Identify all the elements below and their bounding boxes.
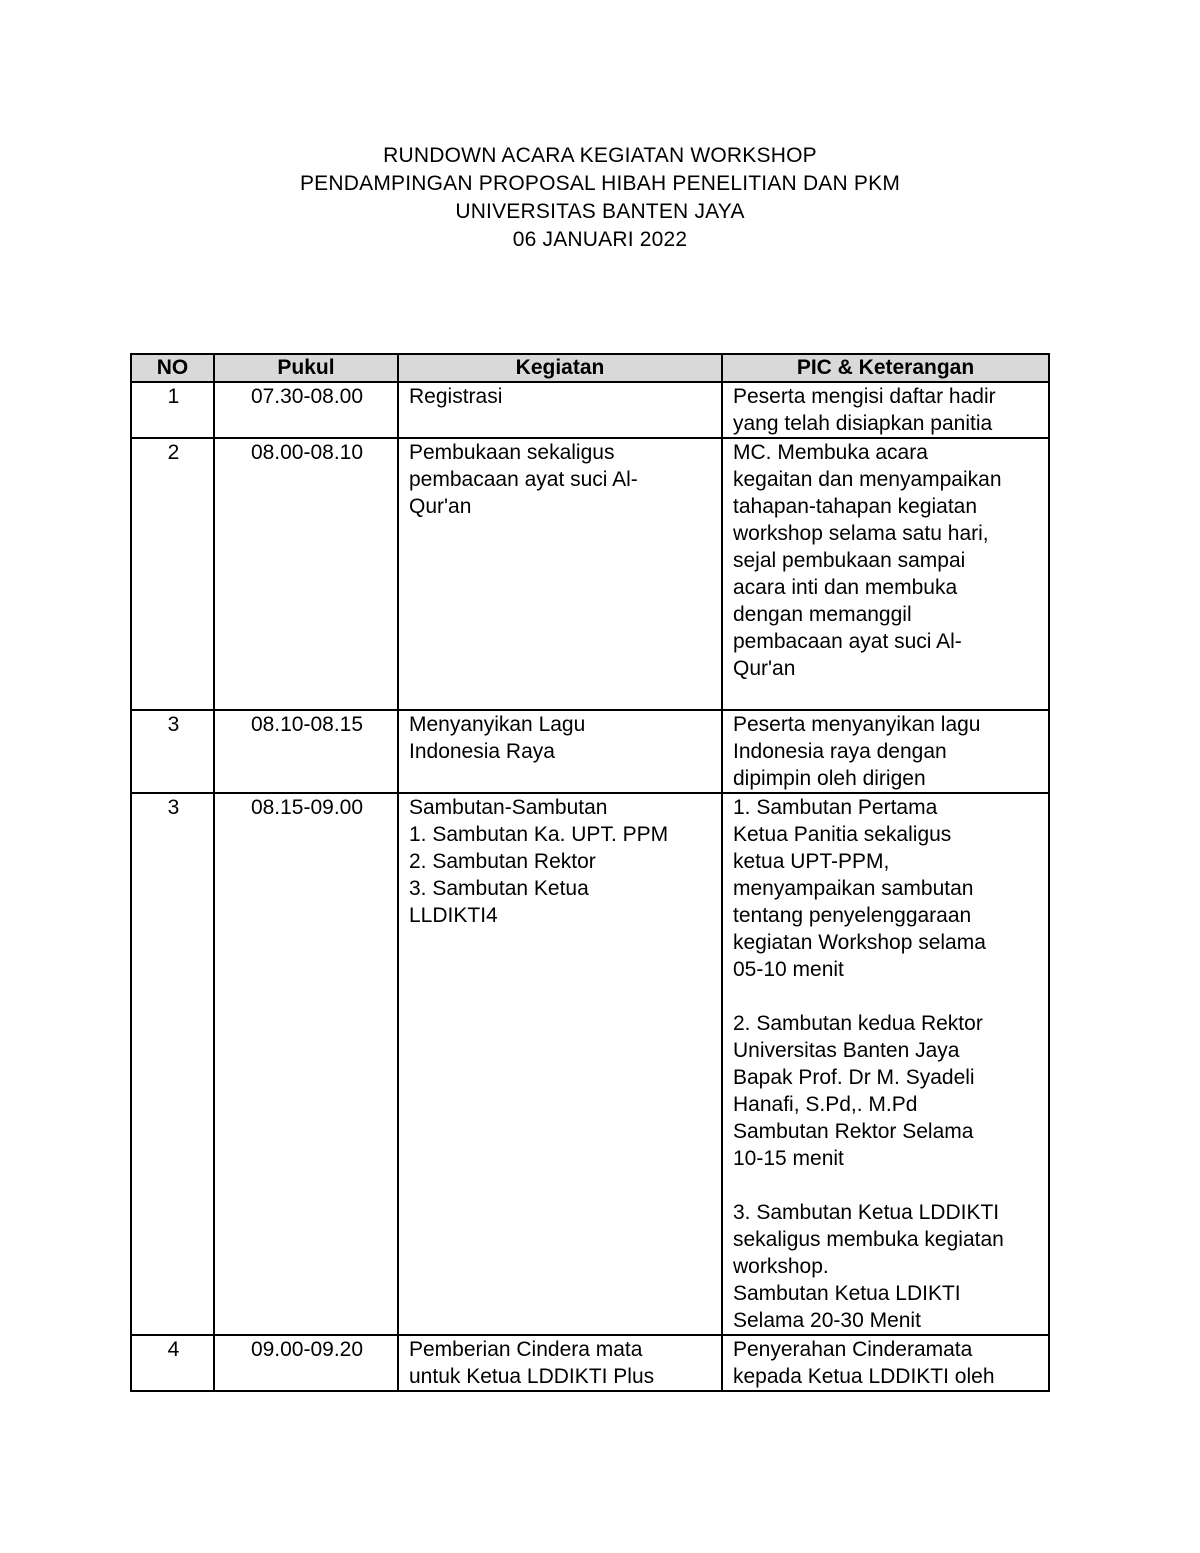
column-header-pukul: Pukul [214, 354, 398, 382]
cell-line: Peserta mengisi daftar hadir [733, 385, 996, 408]
cell-pic [722, 710, 1049, 793]
cell-line: kepada Ketua LDDIKTI oleh [733, 1365, 995, 1388]
cell-line: Peserta menyanyikan lagu [733, 713, 981, 736]
cell-line: kegiatan Workshop selama [733, 931, 986, 954]
cell-pic [722, 438, 1049, 710]
table-header-row [131, 354, 1049, 382]
cell-line: menyampaikan sambutan [733, 877, 974, 900]
cell-kegiatan [398, 382, 722, 438]
cell-line: acara inti dan membuka [733, 576, 958, 599]
cell-pukul: 08.10-08.15 [214, 710, 398, 793]
cell-line: 1. Sambutan Ka. UPT. PPM [409, 823, 669, 846]
cell-line: Bapak Prof. Dr M. Syadeli [733, 1066, 975, 1089]
cell-pukul: 07.30-08.00 [214, 382, 398, 438]
cell-line: workshop. [733, 1255, 829, 1278]
cell-line: 10-15 menit [733, 1147, 844, 1170]
cell-line: 3. Sambutan Ketua LDDIKTI [733, 1201, 1000, 1224]
cell-pic [722, 793, 1049, 1335]
cell-line: Universitas Banten Jaya [733, 1039, 960, 1062]
cell-line: sejal pembukaan sampai [733, 549, 966, 572]
cell-kegiatan [398, 1335, 722, 1391]
cell-no: 1 [131, 382, 214, 438]
paragraph-gap [733, 983, 1040, 1010]
paragraph-gap [733, 1172, 1040, 1199]
cell-kegiatan [398, 793, 722, 1335]
header-title-line-2: PENDAMPINGAN PROPOSAL HIBAH PENELITIAN DAN PKM [299, 172, 901, 195]
column-header-kegiatan: Kegiatan [398, 354, 722, 382]
cell-line: Qur'an [733, 657, 796, 680]
cell-line: workshop selama satu hari, [733, 522, 989, 545]
cell-line: Hanafi, S.Pd,. M.Pd [733, 1093, 918, 1116]
table-row [131, 710, 1049, 793]
cell-pic [722, 1335, 1049, 1391]
header-institution: UNIVERSITAS BANTEN JAYA [455, 200, 745, 223]
cell-line: tentang penyelenggaraan [733, 904, 972, 927]
cell-line: 3. Sambutan Ketua [409, 877, 589, 900]
cell-line: sekaligus membuka kegiatan [733, 1228, 1004, 1251]
cell-line: Menyanyikan Lagu [409, 713, 586, 736]
cell-line: Registrasi [409, 385, 503, 408]
cell-no: 2 [131, 438, 214, 710]
table-row [131, 382, 1049, 438]
cell-kegiatan [398, 438, 722, 710]
cell-no: 3 [131, 710, 214, 793]
cell-line: dipimpin oleh dirigen [733, 767, 926, 790]
cell-pukul: 08.15-09.00 [214, 793, 398, 1335]
cell-line: pembacaan ayat suci Al- [733, 630, 962, 653]
header-title-line-1: RUNDOWN ACARA KEGIATAN WORKSHOP [383, 144, 817, 167]
column-header-pic: PIC & Keterangan [722, 354, 1049, 382]
cell-line: 05-10 menit [733, 958, 844, 981]
cell-line: Sambutan Ketua LDIKTI [733, 1282, 961, 1305]
cell-kegiatan [398, 710, 722, 793]
cell-line: yang telah disiapkan panitia [733, 412, 993, 435]
cell-line: 2. Sambutan kedua Rektor [733, 1012, 983, 1035]
cell-line: Sambutan Rektor Selama [733, 1120, 974, 1143]
cell-line: untuk Ketua LDDIKTI Plus [409, 1365, 655, 1388]
cell-no: 3 [131, 793, 214, 1335]
cell-pic [722, 382, 1049, 438]
cell-line: Qur'an [409, 495, 472, 518]
table-row [131, 438, 1049, 710]
table-row [131, 793, 1049, 1335]
cell-pukul: 09.00-09.20 [214, 1335, 398, 1391]
cell-line: dengan memanggil [733, 603, 912, 626]
cell-line: pembacaan ayat suci Al- [409, 468, 638, 491]
cell-line: Selama 20-30 Menit [733, 1309, 921, 1332]
cell-line: Sambutan-Sambutan [409, 796, 608, 819]
document-header [0, 142, 1200, 254]
header-date: 06 JANUARI 2022 [512, 228, 688, 251]
column-header-no: NO [131, 354, 214, 382]
rundown-table [130, 353, 1050, 1392]
table-row [131, 1335, 1049, 1391]
cell-line: Indonesia Raya [409, 740, 555, 763]
cell-line: Indonesia raya dengan [733, 740, 947, 763]
cell-line: 1. Sambutan Pertama [733, 796, 938, 819]
cell-line: Penyerahan Cinderamata [733, 1338, 973, 1361]
cell-no: 4 [131, 1335, 214, 1391]
cell-line: Pemberian Cindera mata [409, 1338, 643, 1361]
cell-line: Pembukaan sekaligus [409, 441, 615, 464]
cell-line: ketua UPT-PPM, [733, 850, 890, 873]
cell-line: tahapan-tahapan kegiatan [733, 495, 978, 518]
cell-line: Ketua Panitia sekaligus [733, 823, 952, 846]
cell-line: 2. Sambutan Rektor [409, 850, 596, 873]
cell-line: kegaitan dan menyampaikan [733, 468, 1002, 491]
cell-pukul: 08.00-08.10 [214, 438, 398, 710]
cell-line: MC. Membuka acara [733, 441, 928, 464]
cell-line: LLDIKTI4 [409, 904, 498, 927]
